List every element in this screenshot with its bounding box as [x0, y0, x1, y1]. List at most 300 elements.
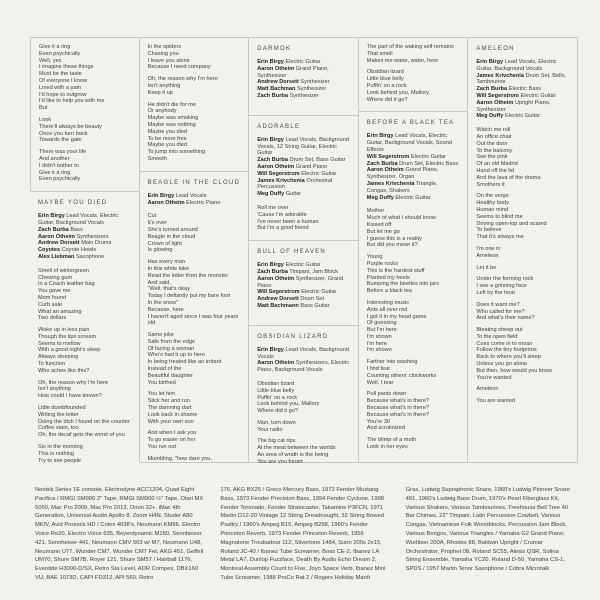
lyric-line: I'd like to help you with me: [39, 98, 105, 105]
lyric-line: Today I defiantly put my bare foot: [147, 293, 230, 300]
credit-role: Guitar: [285, 191, 302, 198]
musician-name: Zach Burba: [257, 268, 288, 275]
lyric-line: Driving open-top and scared: [476, 220, 547, 227]
lyrics-grid: [30, 37, 578, 463]
musician-name: Andrew Dorsett: [38, 240, 80, 247]
stanza: [367, 391, 460, 432]
credits-block: [148, 193, 241, 207]
stanza: [38, 444, 131, 463]
credits-block: [476, 59, 569, 120]
lyric-line: You're 30: [366, 418, 391, 425]
lyric-line: Look in her eyes: [366, 444, 408, 451]
credit-line: [257, 360, 350, 374]
lyric-line: Puffin' on a rock: [366, 82, 407, 89]
credit-line: [38, 227, 131, 234]
song-section-maybe-you-died: [30, 191, 139, 463]
lyric-line: Maybe you died: [147, 142, 188, 149]
equipment-column-3: Gras, Ludwig Supraphonic Snare, 1960's Ludwig Pioneer Snare 491, 1960's Ludwig Bass Drum, 1970's Pearl Fiberglass Kit, Various Shakers, Various Tambourines, Treehouse Bell Tree 40 Bar Chimes, 22" Timpani, Latin Percussion Cowbell, Various Congas, Vietnamese Folk Woodblocks, Percussion Jam Block, Various Bongos, Various Triangles / Yamaha G2 Grand Piano, Wurlitzer 200A, Rhodes 88, Baldwin Upright / Crumar Orchestrator, Prophet 08, Roland SC55, Alesis QSR, Solina String Ensemble, Yamaha YC20, Roland D-50, Yamaha CS-1, SPDS / 1957 Martin Tenor Saxophone / Cobra Microtalk: [405, 487, 570, 573]
lyrics-column-4: [359, 37, 469, 463]
lyric-line: Once you turn back: [39, 130, 88, 137]
credit-line: [476, 59, 569, 73]
lyric-line: Smell of wintergreen: [38, 267, 89, 274]
lyric-line: Maybe was smoking: [147, 115, 199, 122]
credits-block: [257, 59, 350, 100]
credit-line: [148, 193, 241, 200]
credit-role: Electric Guitar: [285, 262, 321, 269]
lyric-line: Instead of the: [147, 366, 182, 373]
credit-line: [367, 167, 460, 181]
lyric-line: Purple rocks: [366, 260, 398, 267]
credit-line: [257, 171, 350, 178]
lyric-line: Look behind you, Mallory: [366, 89, 429, 96]
lyric-line: Safe from the edge: [147, 338, 196, 345]
lyric-line: Much of what I should know: [366, 215, 436, 222]
credit-line: [476, 113, 569, 120]
lyric-line: I got it in my head game: [366, 313, 427, 320]
credit-line: [38, 254, 131, 261]
lyrics-continuation: [359, 37, 468, 111]
credit-role: Timpani, Jam Block: [289, 268, 339, 275]
lyric-line: Has every man: [147, 259, 186, 266]
lyric-line: Two dollars: [38, 315, 67, 322]
stanza: [38, 405, 131, 439]
lyric-line: Mother: [366, 208, 385, 215]
lyric-line: Look behind you, Mallory: [257, 401, 320, 408]
lyric-line: Because, here: [147, 306, 184, 313]
lyric-line: At the meat between the worlds: [257, 445, 336, 452]
credit-role: Lead Vocals, Background Vocals: [257, 346, 349, 360]
musician-name: Will Segerstrom: [257, 170, 300, 177]
lyric-line: An area of wrath is the being: [257, 452, 329, 459]
musician-name: James Krivchenia: [257, 177, 305, 184]
musician-name: Meg Duffy: [476, 113, 504, 120]
credits-block: [257, 347, 350, 374]
lyric-line: Give it a ring: [39, 169, 71, 176]
lyric-line: To go easier on her: [147, 437, 196, 444]
credit-line: [476, 86, 569, 93]
lyric-line: How could I have known?: [38, 393, 102, 400]
stanza: [148, 430, 241, 450]
lyric-line: Ameleon: [476, 386, 499, 393]
musician-name: Alex Liebman: [38, 253, 75, 260]
credit-line: [367, 154, 460, 161]
lyric-line: Doing the dish I found on the counter: [38, 418, 130, 425]
musician-name: Erin Birgy: [38, 213, 65, 220]
stanza: [148, 456, 241, 463]
lyric-line: To be more free: [147, 135, 187, 142]
lyric-line: I find fear: [366, 366, 391, 373]
lyric-line: Mumbling, “how dare you,: [147, 455, 212, 462]
lyric-line: Smooth: [147, 155, 167, 162]
lyric-line: Little blue belly: [257, 387, 295, 394]
stanza: [148, 332, 241, 386]
lyrics-column-5: [468, 37, 578, 463]
credit-role: Electric Piano: [186, 199, 221, 206]
song-title: AMELEON: [476, 46, 515, 52]
lyric-line: Who called for me?: [476, 308, 525, 315]
lyric-line: But I'm a good friend: [257, 225, 309, 232]
credit-line: [38, 234, 131, 241]
lyric-line: Human mind: [476, 206, 509, 213]
song-section-ameleon: [468, 37, 577, 413]
credit-role: Electric Guitar: [520, 92, 556, 99]
credit-line: [257, 347, 350, 361]
credit-role: Drum Set, Bass Guitar: [289, 157, 346, 164]
lyric-line: You run out: [147, 444, 177, 451]
lyric-line: There'll always be beauty: [39, 123, 102, 130]
lyric-line: I haven't aged since I was four years old: [147, 313, 239, 327]
credit-line: [257, 157, 350, 164]
lyric-line: Or anybody: [147, 108, 177, 115]
musician-name: Erin Birgy: [257, 136, 284, 143]
musician-name: Coyotes: [38, 247, 61, 254]
lyric-line: Read the letter from the monster: [147, 272, 229, 279]
lyric-line: Your radio: [257, 426, 283, 433]
stanza: [148, 213, 241, 254]
credit-line: [257, 178, 350, 192]
credit-line: [257, 93, 350, 100]
lyric-line: Of guessing: [366, 320, 397, 327]
lyric-line: Bleating sheep out: [476, 327, 523, 334]
credit-line: [257, 164, 350, 171]
stanza: [476, 127, 569, 188]
song-section-adorable: [249, 115, 358, 240]
lyric-line: To the balcony: [476, 147, 513, 154]
lyric-line: But I'm here: [366, 327, 397, 334]
stanza: [257, 438, 350, 463]
lyric-line: Though the lips scream: [38, 333, 97, 340]
stanza: [257, 420, 350, 434]
lyric-line: Same joke: [147, 332, 175, 339]
credit-role: Synthesizers, Electric Piano, Background Vocals: [257, 360, 350, 374]
lyric-line: Where did it go?: [366, 96, 408, 103]
lyric-line: And said,: [147, 279, 171, 286]
credit-line: [148, 200, 241, 207]
credit-line: [38, 240, 131, 247]
lyric-line: Beagle in the cloud: [147, 233, 196, 240]
lyrics-column-3: [249, 37, 359, 463]
lyric-line: Seems to mellow: [38, 340, 81, 347]
lyric-line: With your own son: [147, 418, 194, 425]
musician-name: Erin Birgy: [366, 133, 394, 140]
lyric-line: Look: [39, 116, 52, 123]
song-title: MAYBE YOU DIED: [38, 200, 108, 207]
lyric-line: I guess this is a reality: [366, 235, 422, 242]
credit-role: Drum Set: [300, 296, 325, 303]
credit-line: [257, 86, 350, 93]
lyric-line: The blimp of a moth: [366, 437, 417, 444]
stanza: [39, 44, 131, 112]
musician-name: Aaron Otheim: [147, 199, 185, 206]
lyric-line: You are you forget: [257, 458, 303, 463]
musician-name: Meg Duffy: [257, 191, 285, 198]
lyric-line: I see a grinning face: [476, 283, 527, 290]
lyric-line: Because I need company: [147, 64, 211, 71]
credit-role: Synthesizers: [76, 233, 109, 240]
credit-line: [367, 195, 460, 202]
lyric-line: I imagine these things: [39, 64, 94, 71]
stanza: [367, 359, 460, 386]
stanza: [476, 386, 569, 393]
credit-line: [367, 161, 460, 168]
lyric-line: In a Coach leather bag: [38, 281, 95, 288]
lyric-line: I'm one in: [476, 245, 501, 252]
credit-role: Orchestral Percussion: [257, 177, 333, 191]
lyric-line: Well, yes: [39, 57, 62, 64]
credit-line: [257, 276, 350, 290]
lyric-line: Makes me water, water, here: [366, 57, 439, 64]
stanza: [367, 69, 460, 103]
lyric-line: With a good night's sleep: [38, 347, 101, 354]
credit-role: Grand Piano, Synthesizer: [257, 65, 329, 79]
lyric-line: Does it want me?: [476, 301, 520, 308]
lyric-line: You birthed: [147, 379, 176, 386]
lyric-line: Even psychically: [39, 176, 81, 183]
musician-name: James Krivchenia: [476, 72, 524, 79]
musician-name: Aaron Otheim: [38, 233, 75, 240]
lyric-line: Lined with a pain: [39, 84, 81, 91]
credit-role: Lead Vocals, Electric Guitar, Background Vocals: [38, 213, 119, 226]
credit-role: Drum Set, Electric Bass: [399, 160, 459, 167]
musician-name: Erin Birgy: [476, 59, 504, 65]
lyric-line: But let me go: [366, 228, 400, 235]
musician-name: Erin Birgy: [257, 346, 284, 353]
lyric-line: That smell: [366, 50, 393, 57]
musician-name: Will Segerstrom: [257, 289, 300, 296]
credit-role: Saxophone: [75, 253, 105, 260]
lyric-line: In this white lake: [147, 265, 189, 272]
lyric-line: Look back in shame: [147, 411, 198, 418]
lyric-line: Well, I tear: [366, 379, 394, 386]
stanza: [148, 44, 241, 71]
credit-role: Synthesizer: [296, 86, 327, 93]
stanza: [39, 149, 131, 183]
lyric-line: Of facing a woman: [147, 345, 195, 352]
lyric-line: Keep it up: [147, 89, 173, 96]
lyric-line: Obsidian lizard: [257, 380, 295, 387]
lyric-line: To the open field: [476, 333, 518, 340]
lyric-line: Back to where you'll sleep: [476, 354, 541, 361]
stanza: [148, 259, 241, 327]
lyric-line: To jump into something: [147, 149, 206, 156]
credit-role: Synthesizer: [289, 92, 319, 99]
lyric-line: Farther into washing: [366, 359, 418, 366]
musician-name: Andrew Dorsett: [257, 296, 299, 303]
lyric-line: And what's their name?: [476, 315, 535, 322]
credit-role: Bass: [70, 226, 83, 233]
musician-name: Erin Birgy: [257, 262, 284, 269]
lyric-line: There was your life: [39, 149, 87, 156]
lyric-line: On the verge: [476, 193, 509, 200]
stanza: [367, 254, 460, 295]
lyric-line: In being treated like an irritant: [147, 359, 222, 366]
lyric-line: Before a black tea: [366, 288, 412, 295]
credit-role: Electric Bass: [508, 86, 542, 93]
musician-name: Zach Burba: [257, 92, 288, 99]
credit-role: Triangle, Congas, Shakers: [366, 180, 438, 194]
lyric-line: Interesting music: [366, 299, 410, 306]
credit-line: [367, 133, 460, 153]
credit-role: Electric Guitar: [395, 194, 431, 201]
song-title: BEFORE A BLACK TEA: [366, 120, 455, 127]
lyric-line: I leave you alone: [147, 57, 190, 64]
lyric-line: But then, how would you know: [476, 367, 552, 374]
stanza: [476, 398, 569, 405]
musician-name: Zach Burba: [476, 86, 508, 93]
lyric-line: Hand off the lid: [476, 167, 514, 174]
lyric-line: Bumping the beetles into jars: [366, 281, 439, 288]
lyric-line: I'm shown: [366, 333, 392, 340]
lyric-line: Roll me over: [257, 204, 289, 211]
lyric-line: Six in the morning: [38, 444, 83, 451]
musician-name: Zach Burba: [366, 160, 398, 167]
song-title: OBSIDIAN LIZARD: [257, 333, 329, 340]
lyric-line: He didn't die for me: [147, 101, 196, 108]
stanza: [476, 193, 569, 241]
musician-name: Aaron Otheim: [257, 360, 295, 367]
credits-block: [257, 137, 350, 198]
lyric-line: Kissed off: [366, 221, 392, 228]
lyric-line: I didn't bother to: [39, 162, 79, 169]
song-section-obsidian-lizard: [249, 325, 358, 463]
credit-role: Electric Guitar: [285, 59, 321, 65]
stanza: [476, 327, 569, 381]
stanza: [148, 76, 241, 96]
lyric-line: See the pink: [476, 154, 508, 161]
lyric-line: Ameleon: [476, 252, 499, 259]
lyric-line: 'Cause I'm adorable: [257, 211, 307, 218]
stanza: [367, 208, 460, 249]
credit-line: [257, 296, 350, 303]
lyric-line: Curb sale: [38, 301, 62, 308]
song-section-bull-of-heaven: [249, 240, 358, 325]
stanza: [39, 117, 131, 144]
lyric-line: Must be the taste: [39, 71, 82, 78]
lyric-line: Try to see people: [38, 457, 82, 463]
lyric-line: You gave me: [38, 288, 71, 295]
musician-name: Zach Burba: [38, 226, 69, 233]
credit-line: [38, 213, 131, 227]
lyric-line: Oh, the decaf gets the worst of you: [38, 432, 125, 439]
lyric-line: To function: [38, 361, 66, 368]
lyric-line: Obsidian lizard: [366, 69, 404, 76]
lyric-line: Who aches like this?: [38, 367, 90, 374]
lyric-line: Puffin' on a rock: [257, 394, 298, 401]
lyrics-column-1: [30, 37, 140, 463]
song-title: BEAGLE IN THE CLOUD: [147, 179, 241, 186]
lyric-line: Pull pants down: [366, 391, 407, 398]
song-title: DARMOK: [257, 46, 292, 52]
lyric-line: I'd hope to outgrow: [39, 91, 87, 98]
lyric-line: Even psychically: [39, 50, 81, 57]
lyric-line: She's turned around: [147, 226, 198, 233]
lyric-line: Who's had it up to here: [147, 352, 205, 359]
credit-line: [257, 59, 350, 66]
lyric-line: Because what's in there?: [366, 411, 430, 418]
song-title: BULL OF HEAVEN: [257, 249, 327, 256]
lyric-line: Planted my heels: [366, 274, 410, 281]
lyric-line: I've never been a human: [257, 218, 319, 225]
lyric-line: Crown of light: [147, 240, 182, 247]
lyric-line: Chasing you: [147, 50, 179, 57]
musician-name: Aaron Otheim: [476, 99, 514, 106]
credit-role: Bass Guitar: [300, 302, 330, 309]
lyric-line: You're wanted: [476, 374, 512, 381]
musician-name: Erin Birgy: [147, 192, 175, 199]
lyric-line: That it's always me: [476, 234, 524, 241]
musician-name: Will Segerstrom: [366, 153, 410, 160]
lyric-line: Towards the gate: [39, 137, 82, 144]
musician-name: Aaron Otheim: [257, 275, 295, 282]
musician-name: Zach Burba: [257, 157, 288, 164]
musician-name: Will Segerstrom: [476, 92, 519, 99]
stanza: [148, 391, 241, 425]
credit-role: Electric Guitar: [410, 153, 447, 160]
credit-line: [38, 247, 131, 254]
lyric-line: Seems to blind me: [476, 213, 523, 220]
stanza: [476, 246, 569, 260]
stanza: [38, 268, 131, 322]
lyric-line: Cut: [147, 213, 157, 220]
musician-name: Aaron Otheim: [366, 167, 404, 174]
credit-role: Drum Set, Bells, Tambourine: [476, 72, 566, 86]
song-title: ADORABLE: [257, 123, 301, 130]
lyric-line: Give it a ring: [39, 44, 71, 50]
lyric-line: Beautiful daughter: [147, 372, 193, 379]
lyric-line: Out the door: [476, 140, 508, 147]
credit-role: Electric Guitar: [504, 113, 541, 120]
credit-line: [257, 191, 350, 198]
credit-line: [476, 73, 569, 87]
lyric-line: Ants all over red: [366, 306, 408, 313]
stanza: [367, 437, 460, 451]
lyric-line: Mom found: [38, 294, 66, 301]
lyric-line: In the spiders: [147, 44, 182, 50]
lyric-line: Maybe was nothing: [147, 121, 196, 128]
lyric-line: Little dumbfounded: [38, 405, 86, 412]
lyric-line: And another: [39, 155, 70, 162]
credit-line: [257, 79, 350, 86]
credit-line: [257, 66, 350, 80]
credit-role: Upright Piano, Synthesizer: [476, 99, 551, 113]
song-section-darmok: [249, 37, 358, 115]
credit-line: [257, 289, 350, 296]
stanza: [476, 276, 569, 296]
credit-role: Electric Guitar: [301, 170, 337, 177]
lyric-line: Oh, the reason why I'm here: [38, 379, 109, 386]
lyric-line: This is the hardest stuff: [366, 267, 425, 274]
lyric-line: Coffee stain, too: [38, 425, 79, 432]
lyric-line: Little blue belly: [366, 76, 404, 83]
stanza: [257, 381, 350, 415]
lyric-line: But did you mean it?: [366, 242, 418, 249]
credit-role: Synthesizer: [300, 79, 330, 86]
credit-line: [257, 137, 350, 157]
lyric-line: And when I ask you: [147, 430, 197, 437]
stanza: [367, 300, 460, 354]
credit-line: [476, 93, 569, 100]
lyric-line: Because what's in there?: [366, 398, 430, 405]
lyric-line: Is glowing: [147, 247, 173, 254]
lyric-line: Under the forming rock: [476, 276, 534, 283]
lyric-line: Follow the tiny footprints: [476, 347, 537, 354]
equipment-column-1: Neotek Series 1E console, Electrodyne ACC1204, Quad Eight Pacifica / RMGI SM900 2" Tape, RMGI SM900 ½" Tape, Otari MX 5050, Mac Pro 2009, Mac Pro 2013, Orion 32+, iMac 4th Generation, Universal Audio Apollo 8, Zoom H4N, Studer A80 MKIV, Avid Protools HD / Coles 4038's, Neumann KM86, Electro Voice Re20, Electro Voice 635, Beyerdynamic M160, Sennheiser 421, Sennheiser 441, Neumann CMV 563 w/ M7, Neumann U48, Neumann U77, Wunder CM7, Wunder CM7 Fet, AKG 451, Geffell UM70, Shure SM7B, Royer 121, Shure SM57 / Hairball 1176, Eventide H3000-D/SX, Retro Sta Level, ADR Compex, DBX160 VU, BAE 1073D, CAPI FD312, API 560, Retro: [35, 487, 204, 581]
lyric-line: Healthy body: [476, 200, 510, 207]
lyrics-continuation: [30, 37, 139, 191]
song-section-beagle-in-the-cloud: [140, 171, 249, 463]
credit-role: Electric Guitar: [301, 289, 337, 296]
lyric-line: An office chair: [476, 133, 512, 140]
